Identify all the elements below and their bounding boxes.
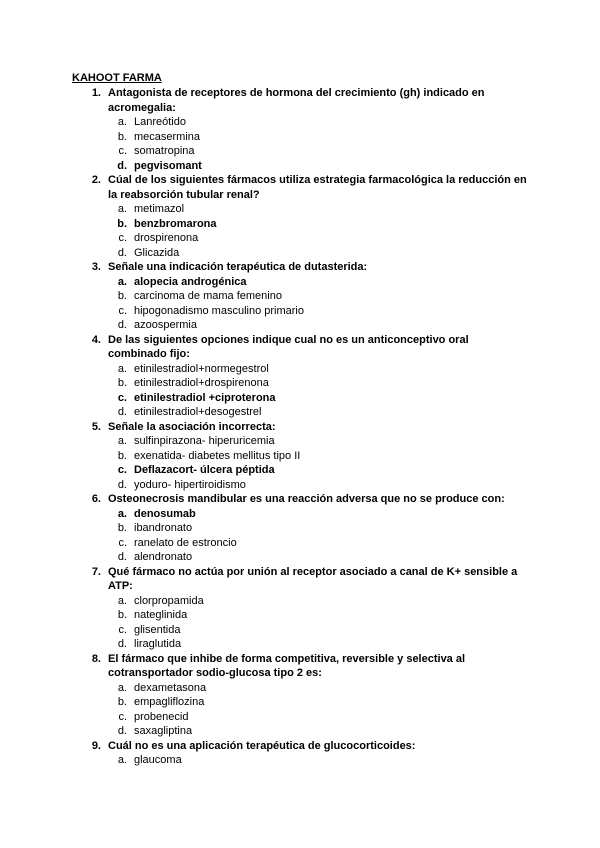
question-text: De las siguientes opciones indique cual no es un anticonceptivo oral combinado fijo: — [108, 333, 469, 360]
question-7 — [72, 565, 532, 594]
question-text: Señale una indicación terapéutica de dutasterida: — [108, 261, 368, 273]
question-text: Cuál no es una aplicación terapéutica de glucocorticoides: — [108, 739, 416, 752]
option-letter: c. — [118, 304, 127, 317]
option-text: etinilestradiol+drospirenona — [134, 377, 269, 389]
question-number: 6. — [91, 493, 101, 505]
answer-option — [72, 144, 532, 159]
option-text: Deflazacort- úlcera péptida — [134, 464, 275, 476]
answer-option — [72, 753, 532, 768]
option-text: etinilestradiol +ciproterona — [134, 391, 276, 404]
answer-option — [72, 362, 532, 377]
option-text: ibandronato — [134, 522, 193, 534]
option-letter: d. — [117, 159, 127, 172]
option-text: denosumab — [134, 507, 196, 520]
answer-option — [72, 318, 532, 333]
option-letter: c. — [118, 710, 127, 723]
answer-option — [72, 695, 532, 710]
option-letter: c. — [118, 536, 127, 549]
option-text: etinilestradiol+normegestrol — [134, 362, 269, 375]
option-letter: d. — [117, 319, 127, 331]
option-letter: c. — [118, 232, 127, 244]
option-letter: d. — [117, 551, 127, 563]
option-letter: c. — [117, 391, 127, 404]
option-text: pegvisomant — [134, 159, 202, 172]
question-4 — [72, 333, 532, 362]
option-letter: c. — [118, 623, 127, 636]
question-text: Cúal de los siguientes fármacos utiliza estrategia farmacológica la reducción en la reabsorción tubular renal? — [108, 174, 527, 201]
question-text: Qué fármaco no actúa por unión al receptor asociado a canal de K+ sensible a ATP: — [108, 565, 518, 592]
question-text: El fármaco que inhibe de forma competitiva, reversible y selectiva al cotransportador sodio-glucosa tipo 2 es: — [108, 652, 466, 679]
option-letter: b. — [117, 696, 127, 708]
option-letter: a. — [117, 275, 127, 288]
option-letter: d. — [117, 478, 127, 491]
answer-option — [72, 376, 532, 391]
answer-option — [72, 289, 532, 304]
answer-option — [72, 623, 532, 638]
question-number: 3. — [91, 261, 101, 273]
option-letter: b. — [117, 290, 127, 302]
question-6 — [72, 492, 532, 507]
option-text: Lanreótido — [134, 116, 186, 128]
option-letter: b. — [117, 217, 127, 230]
option-text: benzbromarona — [134, 217, 217, 230]
option-text: exenatida- diabetes mellitus tipo II — [134, 449, 301, 462]
question-number: 7. — [91, 565, 101, 578]
option-letter: d. — [117, 246, 127, 259]
question-text: Señale la asociación incorrecta: — [108, 420, 276, 433]
option-text: metimazol — [134, 203, 185, 215]
answer-option — [72, 594, 532, 609]
question-2 — [72, 173, 532, 202]
answer-option — [72, 710, 532, 725]
question-9 — [72, 739, 532, 754]
question-3 — [72, 260, 532, 275]
option-text: etinilestradiol+desogestrel — [134, 406, 262, 418]
document-title: KAHOOT FARMA — [72, 72, 162, 84]
question-number: 4. — [91, 333, 101, 346]
answer-option — [72, 681, 532, 696]
question-number: 2. — [91, 174, 101, 186]
answer-option — [72, 550, 532, 565]
question-number: 5. — [91, 420, 101, 433]
answer-option — [72, 275, 532, 290]
answer-option — [72, 246, 532, 261]
option-letter: b. — [117, 377, 127, 389]
option-text: nateglinida — [134, 609, 188, 621]
question-text: Osteonecrosis mandibular es una reacción adversa que no se produce con: — [108, 493, 505, 505]
option-letter: b. — [117, 522, 127, 534]
option-letter: a. — [117, 754, 127, 766]
answer-option — [72, 449, 532, 464]
answer-option — [72, 463, 532, 478]
option-text: liraglutida — [134, 638, 182, 650]
option-letter: b. — [117, 130, 127, 143]
option-text: yoduro- hipertiroidismo — [134, 478, 246, 491]
question-text: Antagonista de receptores de hormona del crecimiento (gh) indicado en acromegalia: — [108, 87, 485, 114]
option-text: saxagliptina — [134, 725, 193, 737]
option-letter: d. — [117, 638, 127, 650]
option-letter: c. — [118, 145, 127, 157]
question-number: 1. — [91, 87, 101, 99]
option-text: alopecia androgénica — [134, 275, 247, 288]
answer-option — [72, 202, 532, 217]
option-letter: a. — [117, 435, 127, 447]
option-text: alendronato — [134, 551, 193, 563]
option-text: empagliflozina — [134, 696, 205, 708]
option-text: sulfinpirazona- hiperuricemia — [134, 435, 275, 447]
option-letter: b. — [117, 449, 127, 462]
answer-option — [72, 405, 532, 420]
option-text: azoospermia — [134, 319, 197, 331]
option-text: carcinoma de mama femenino — [134, 290, 282, 302]
option-text: mecasermina — [134, 130, 201, 143]
option-text: ranelato de estroncio — [134, 536, 237, 549]
option-text: glisentida — [134, 623, 181, 636]
answer-option — [72, 478, 532, 493]
option-letter: a. — [117, 507, 127, 520]
answer-option — [72, 637, 532, 652]
option-letter: d. — [117, 725, 127, 737]
option-letter: b. — [117, 609, 127, 621]
question-1 — [72, 86, 532, 115]
option-text: hipogonadismo masculino primario — [134, 304, 304, 317]
answer-option — [72, 130, 532, 145]
answer-option — [72, 724, 532, 739]
answer-option — [72, 521, 532, 536]
option-text: somatropina — [134, 145, 195, 157]
question-number: 9. — [91, 739, 101, 752]
question-number: 8. — [91, 652, 101, 665]
option-letter: a. — [117, 362, 127, 375]
option-letter: d. — [117, 406, 127, 418]
option-text: Glicazida — [134, 246, 180, 259]
answer-option — [72, 536, 532, 551]
option-text: clorpropamida — [134, 594, 204, 607]
option-text: dexametasona — [134, 681, 207, 694]
answer-option — [72, 217, 532, 232]
answer-option — [72, 304, 532, 319]
option-letter: a. — [117, 681, 127, 694]
option-letter: c. — [117, 464, 127, 476]
option-letter: a. — [117, 594, 127, 607]
question-5 — [72, 420, 532, 435]
option-text: drospirenona — [134, 232, 199, 244]
answer-option — [72, 608, 532, 623]
answer-option — [72, 159, 532, 174]
answer-option — [72, 115, 532, 130]
option-text: glaucoma — [134, 754, 182, 766]
option-text: probenecid — [134, 710, 189, 723]
question-list — [72, 86, 532, 768]
answer-option — [72, 434, 532, 449]
option-letter: a. — [117, 116, 127, 128]
option-letter: a. — [117, 203, 127, 215]
answer-option — [72, 391, 532, 406]
question-8 — [72, 652, 532, 681]
answer-option — [72, 231, 532, 246]
answer-option — [72, 507, 532, 522]
